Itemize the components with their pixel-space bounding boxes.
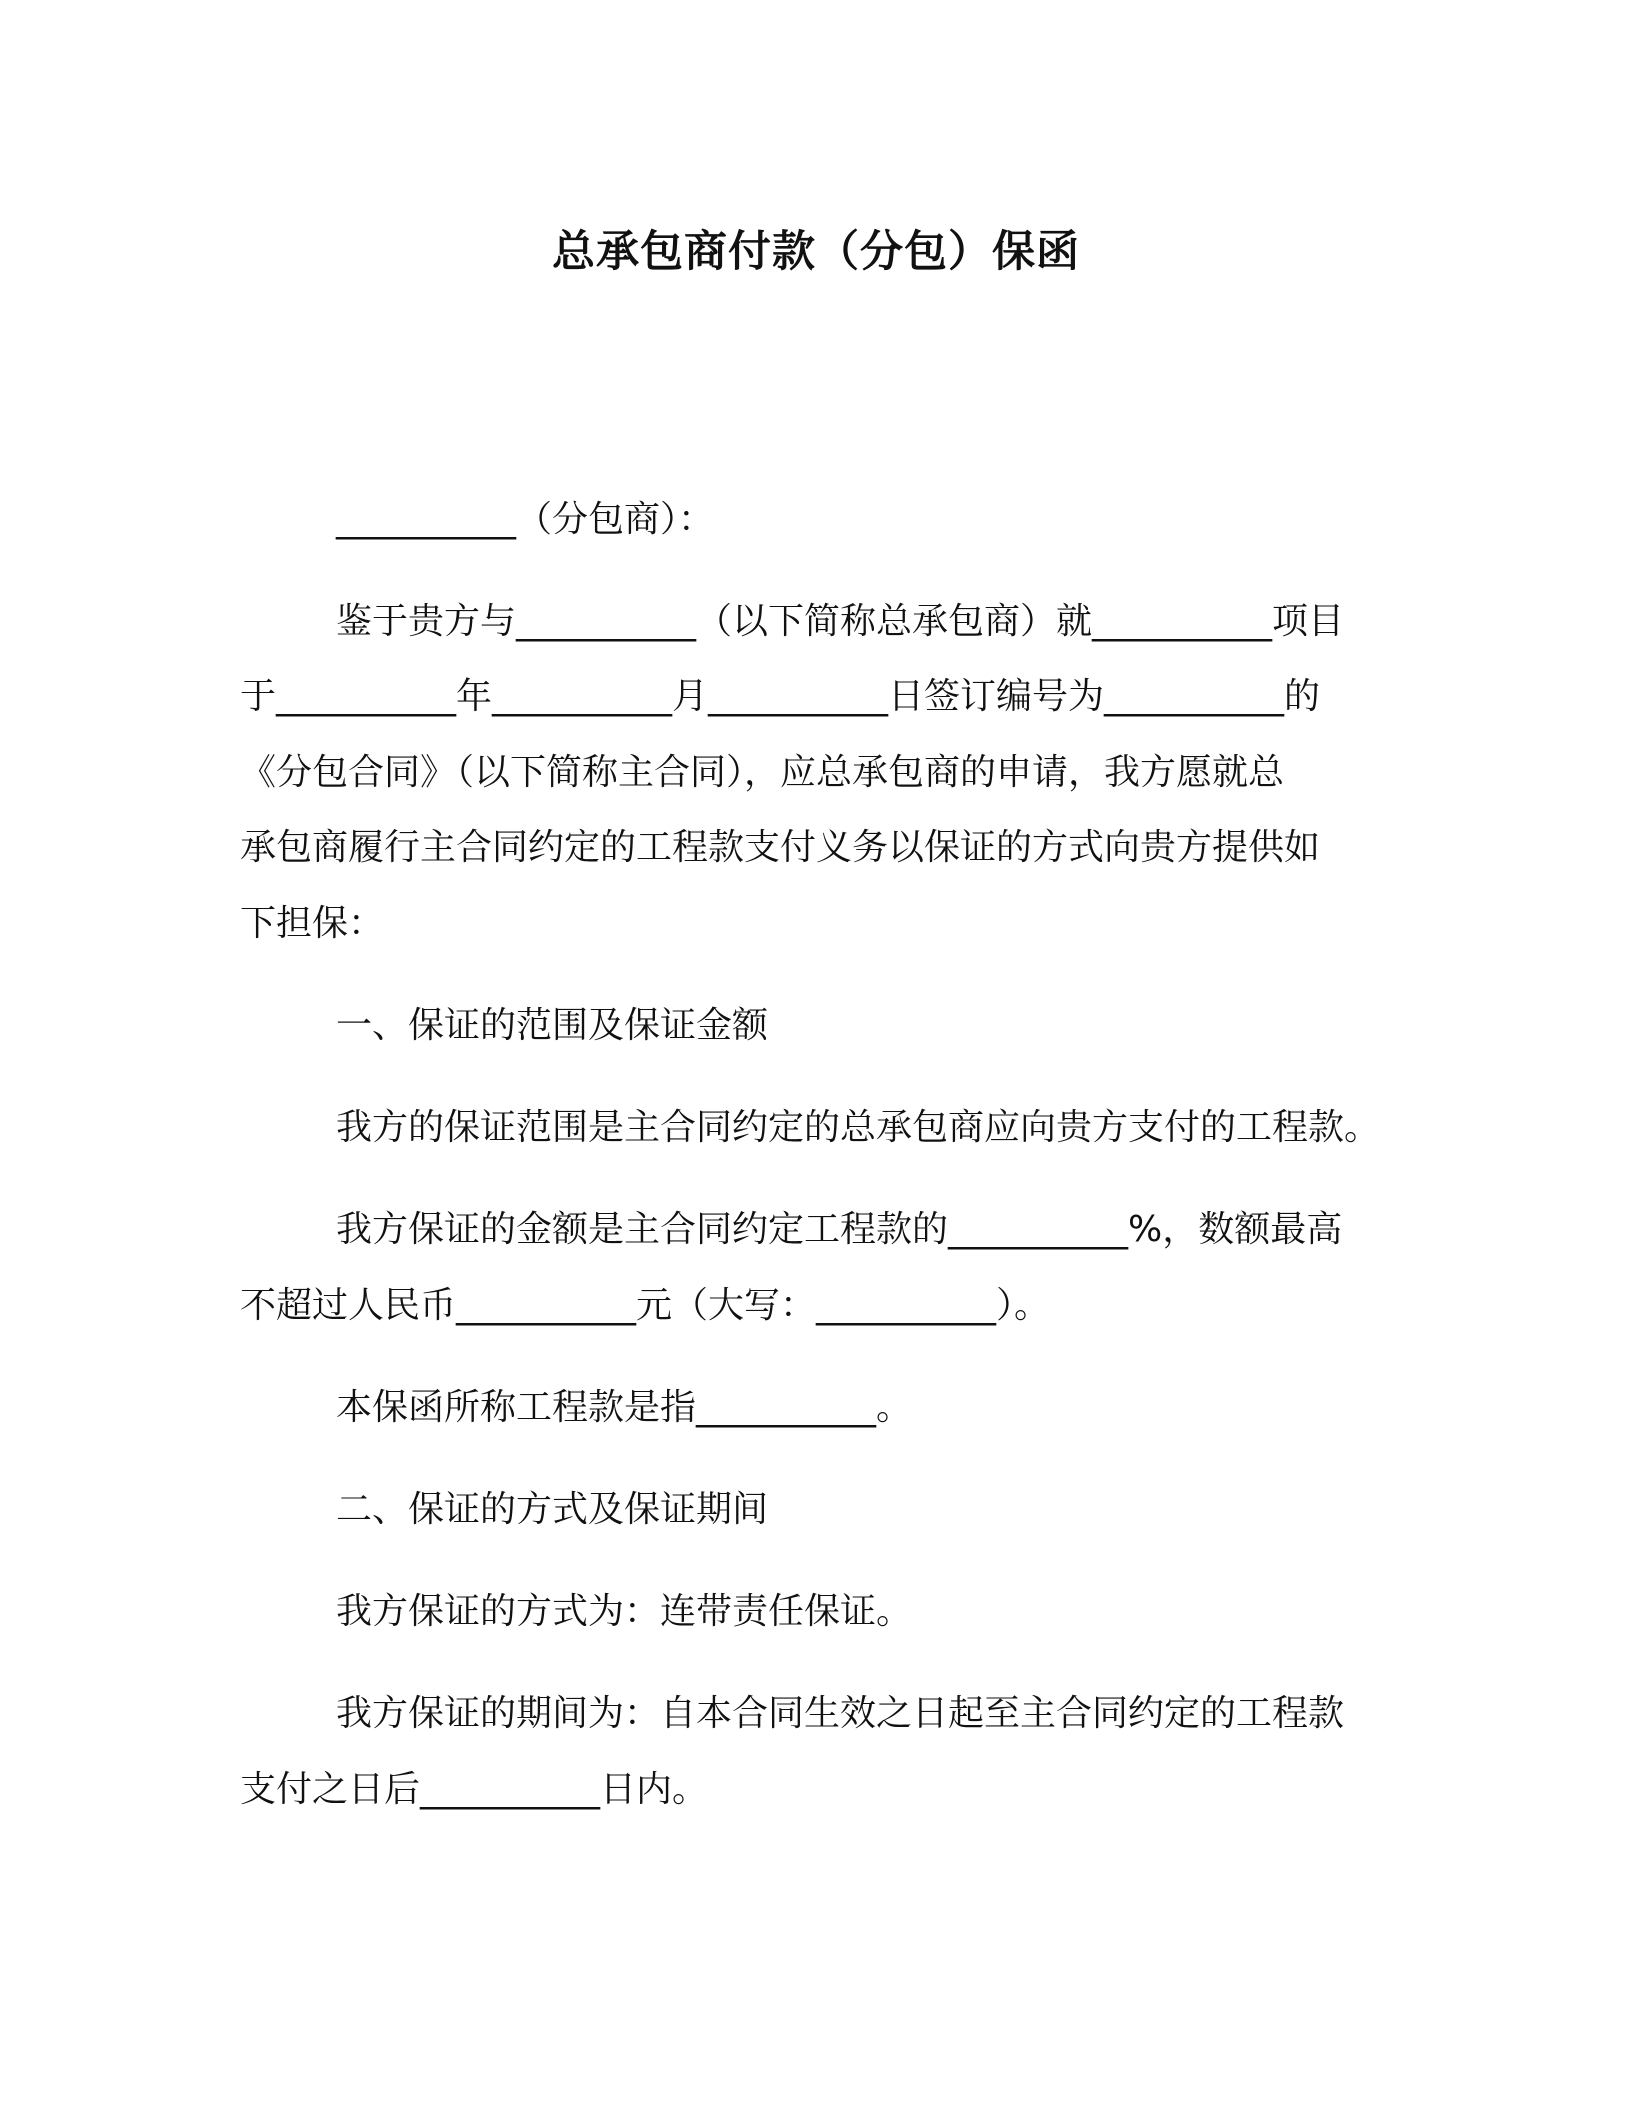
section1-amount-line-2: 不超过人民币__________元（大写：__________）。 — [240, 1285, 1051, 1326]
para1-line-2: 于__________年__________月__________日签订编号为__________的 — [240, 676, 1321, 717]
section1-amount-line-1: 我方保证的金额是主合同约定工程款的__________%，数额最高 — [336, 1209, 1343, 1250]
section2-period-line-2: 支付之日后__________日内。 — [240, 1769, 709, 1810]
addressee-line: __________（分包商）： — [336, 499, 715, 540]
section2-heading: 二、保证的方式及保证期间 — [336, 1489, 769, 1530]
section1-heading: 一、保证的范围及保证金额 — [336, 1005, 769, 1046]
section2-period-line-1: 我方保证的期间为：自本合同生效之日起至主合同约定的工程款 — [336, 1693, 1345, 1734]
document-title: 总承包商付款（分包）保函 — [552, 227, 1080, 277]
para1-line-1: 鉴于贵方与__________（以下简称总承包商）就__________项目 — [336, 601, 1345, 642]
section1-scope: 我方的保证范围是主合同约定的总承包商应向贵方支付的工程款。 — [336, 1107, 1381, 1148]
para1-line-3: 《分包合同》（以下简称主合同），应总承包商的申请，我方愿就总 — [240, 752, 1285, 793]
para1-line-5: 下担保： — [240, 903, 385, 944]
section2-method: 我方保证的方式为：连带责任保证。 — [336, 1591, 913, 1632]
para1-line-4: 承包商履行主合同约定的工程款支付义务以保证的方式向贵方提供如 — [240, 827, 1321, 868]
section1-definition: 本保函所称工程款是指__________。 — [336, 1387, 913, 1428]
